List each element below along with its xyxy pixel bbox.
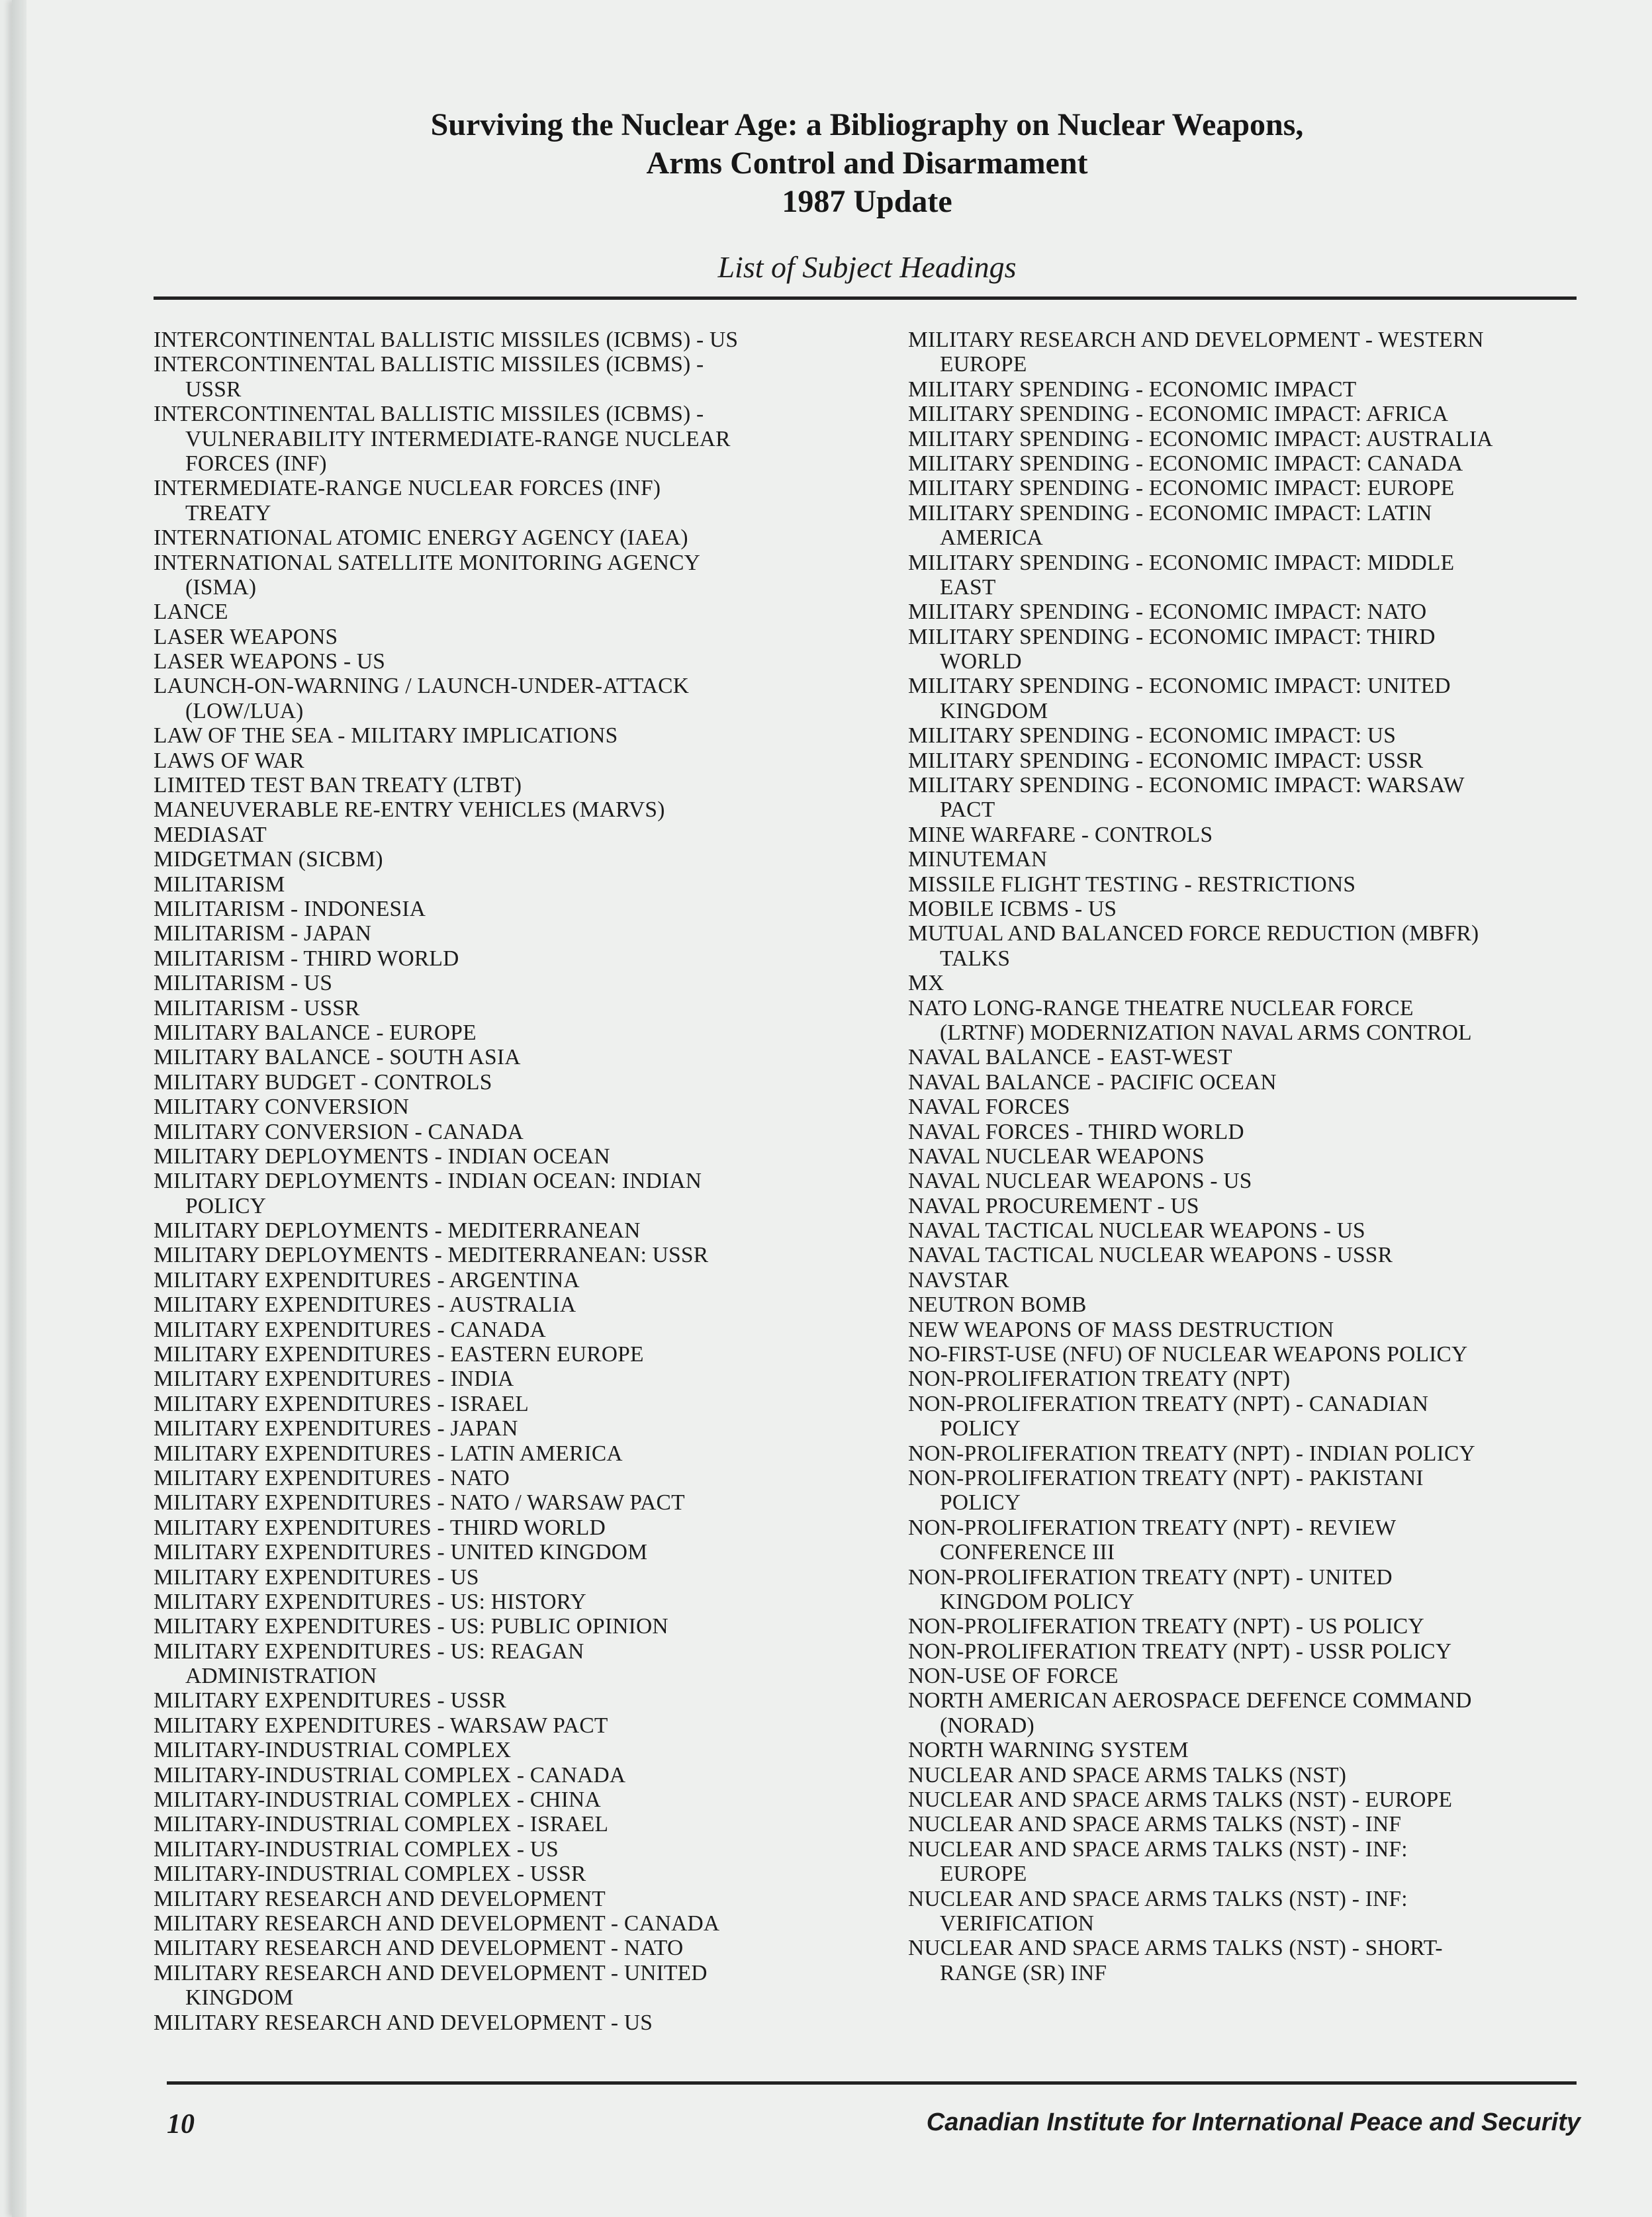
subject-heading: MILITARY SPENDING - ECONOMIC IMPACT [908, 377, 1357, 402]
subject-heading: MILITARY RESEARCH AND DEVELOPMENT - CANADA [154, 1911, 720, 1936]
subject-heading: LAWS OF WAR [154, 748, 304, 773]
subject-heading: INTERCONTINENTAL BALLISTIC MISSILES (ICBMS) - [154, 402, 704, 427]
subject-heading: MILITARY-INDUSTRIAL COMPLEX - CANADA [154, 1762, 626, 1787]
subject-heading: NORTH AMERICAN AEROSPACE DEFENCE COMMAND [908, 1688, 1472, 1713]
subject-heading: NUCLEAR AND SPACE ARMS TALKS (NST) [908, 1762, 1347, 1787]
subject-heading: MILITARY EXPENDITURES - INDIA [154, 1367, 514, 1392]
subject-heading: MILITARY DEPLOYMENTS - INDIAN OCEAN: INDIAN [154, 1169, 702, 1194]
subject-heading: MILITARY SPENDING - ECONOMIC IMPACT: NATO [908, 600, 1427, 625]
heading-continuation: CONFERENCE III [940, 1540, 1115, 1565]
right-column [908, 328, 1577, 1985]
subject-heading: MILITARY RESEARCH AND DEVELOPMENT - US [154, 2010, 653, 2035]
subject-heading: MILITARY EXPENDITURES - AUSTRALIA [154, 1292, 576, 1318]
subject-heading: MILITARY SPENDING - ECONOMIC IMPACT: UNITED [908, 674, 1451, 699]
subject-heading: INTERMEDIATE-RANGE NUCLEAR FORCES (INF) [154, 476, 661, 501]
subject-heading: NEW WEAPONS OF MASS DESTRUCTION [908, 1317, 1334, 1342]
heading-continuation: AMERICA [940, 525, 1043, 551]
subject-heading: NAVAL NUCLEAR WEAPONS [908, 1144, 1205, 1169]
subject-heading: NON-PROLIFERATION TREATY (NPT) [908, 1367, 1291, 1392]
heading-continuation: FORCES (INF) [185, 451, 327, 476]
subject-heading: INTERCONTINENTAL BALLISTIC MISSILES (ICBMS) - US [154, 328, 739, 352]
title-line-2: Arms Control and Disarmament [646, 146, 1088, 181]
subject-heading: MILITARY DEPLOYMENTS - MEDITERRANEAN [154, 1218, 641, 1244]
heading-continuation: KINGDOM POLICY [940, 1589, 1135, 1614]
heading-continuation: KINGDOM [940, 698, 1048, 723]
subject-heading: LIMITED TEST BAN TREATY (LTBT) [154, 773, 522, 798]
section-subtitle: List of Subject Headings [717, 250, 1017, 284]
subject-heading: MILITARY EXPENDITURES - LATIN AMERICA [154, 1441, 623, 1466]
subject-heading: MILITARY CONVERSION - CANADA [154, 1119, 524, 1144]
subject-heading: MINE WARFARE - CONTROLS [908, 822, 1213, 847]
subject-heading: NON-PROLIFERATION TREATY (NPT) - PAKISTANI [908, 1465, 1424, 1490]
subject-heading: MILITARISM - THIRD WORLD [154, 946, 459, 971]
subject-heading: NAVAL TACTICAL NUCLEAR WEAPONS - USSR [908, 1243, 1393, 1268]
subject-heading: MILITARY EXPENDITURES - CANADA [154, 1317, 546, 1342]
subject-heading: MILITARY BUDGET - CONTROLS [154, 1069, 492, 1095]
title-line-1: Surviving the Nuclear Age: a Bibliography on Nuclear Weapons, [430, 107, 1304, 142]
heading-continuation: VULNERABILITY INTERMEDIATE-RANGE NUCLEAR [185, 426, 731, 451]
heading-continuation: EUROPE [940, 352, 1027, 377]
heading-continuation: RANGE (SR) INF [940, 1960, 1107, 1985]
subject-heading: MILITARY EXPENDITURES - JAPAN [154, 1416, 518, 1441]
subject-heading: MILITARY EXPENDITURES - NATO / WARSAW PACT [154, 1490, 685, 1516]
subject-heading: NAVAL PROCUREMENT - US [908, 1193, 1199, 1218]
subject-heading: MILITARISM - JAPAN [154, 921, 372, 946]
subject-heading: MILITARY-INDUSTRIAL COMPLEX [154, 1738, 512, 1763]
subject-heading: MILITARY EXPENDITURES - US: PUBLIC OPINION [154, 1614, 668, 1639]
heading-continuation: POLICY [940, 1416, 1021, 1441]
subject-heading: MILITARISM [154, 872, 285, 897]
subject-heading: MILITARY EXPENDITURES - NATO [154, 1465, 510, 1490]
subject-heading: MILITARY EXPENDITURES - UNITED KINGDOM [154, 1540, 648, 1565]
page-number: 10 [167, 2109, 195, 2140]
subject-heading: INTERCONTINENTAL BALLISTIC MISSILES (ICBMS) - [154, 352, 704, 377]
heading-continuation: TALKS [940, 946, 1011, 971]
heading-continuation: WORLD [940, 649, 1022, 674]
subject-heading: MILITARY CONVERSION [154, 1095, 410, 1120]
subject-heading: MILITARISM - INDONESIA [154, 896, 426, 921]
subject-heading: NAVAL FORCES - THIRD WORLD [908, 1119, 1244, 1144]
subject-heading: MILITARY EXPENDITURES - ARGENTINA [154, 1267, 580, 1292]
subject-heading: NUCLEAR AND SPACE ARMS TALKS (NST) - INF [908, 1812, 1402, 1837]
subject-heading: NO-FIRST-USE (NFU) OF NUCLEAR WEAPONS POLICY [908, 1342, 1468, 1367]
subject-heading: NAVAL TACTICAL NUCLEAR WEAPONS - US [908, 1218, 1365, 1244]
subject-heading: MILITARY EXPENDITURES - US: REAGAN [154, 1639, 584, 1664]
subject-heading: NEUTRON BOMB [908, 1292, 1087, 1318]
subject-heading: MILITARISM - US [154, 971, 333, 996]
subject-heading: NAVAL BALANCE - PACIFIC OCEAN [908, 1069, 1277, 1095]
subject-heading: LAW OF THE SEA - MILITARY IMPLICATIONS [154, 723, 618, 748]
subject-heading: MILITARY SPENDING - ECONOMIC IMPACT: AFRICA [908, 402, 1449, 427]
subject-heading: MEDIASAT [154, 822, 267, 847]
subject-heading: NON-PROLIFERATION TREATY (NPT) - US POLICY [908, 1614, 1424, 1639]
subject-heading: LAUNCH-ON-WARNING / LAUNCH-UNDER-ATTACK [154, 674, 690, 699]
subject-heading: LASER WEAPONS [154, 624, 338, 649]
subject-heading: INTERNATIONAL SATELLITE MONITORING AGENCY [154, 550, 701, 575]
bottom-rule [167, 2081, 1577, 2085]
subject-heading: MX [908, 971, 944, 996]
subject-heading: LANCE [154, 600, 228, 625]
heading-continuation: PACT [940, 797, 995, 823]
subject-heading: MILITARY DEPLOYMENTS - MEDITERRANEAN: USSR [154, 1243, 709, 1268]
subject-heading: MILITARY SPENDING - ECONOMIC IMPACT: US [908, 723, 1397, 748]
subject-heading: MANEUVERABLE RE-ENTRY VEHICLES (MARVS) [154, 797, 665, 823]
subject-heading: MILITARY EXPENDITURES - ISRAEL [154, 1391, 529, 1416]
subject-heading: MIDGETMAN (SICBM) [154, 847, 383, 872]
heading-continuation: EUROPE [940, 1862, 1027, 1887]
heading-continuation: (LOW/LUA) [185, 698, 304, 723]
subject-heading: MILITARY-INDUSTRIAL COMPLEX - CHINA [154, 1787, 601, 1813]
subject-heading: MILITARY DEPLOYMENTS - INDIAN OCEAN [154, 1144, 610, 1169]
subject-heading: MILITARY RESEARCH AND DEVELOPMENT - NATO [154, 1936, 684, 1961]
subject-heading: MILITARY EXPENDITURES - USSR [154, 1688, 507, 1713]
left-column [154, 328, 882, 2035]
subject-heading: NUCLEAR AND SPACE ARMS TALKS (NST) - EUROPE [908, 1787, 1453, 1813]
subject-heading: MILITARY SPENDING - ECONOMIC IMPACT: USSR [908, 748, 1424, 773]
subject-heading: NON-USE OF FORCE [908, 1664, 1119, 1689]
heading-continuation: (NORAD) [940, 1713, 1034, 1738]
subject-heading: MILITARY EXPENDITURES - THIRD WORLD [154, 1515, 606, 1540]
subject-heading: MILITARY-INDUSTRIAL COMPLEX - ISRAEL [154, 1812, 609, 1837]
subject-heading: MILITARY SPENDING - ECONOMIC IMPACT: LATIN [908, 500, 1432, 525]
subject-heading: MISSILE FLIGHT TESTING - RESTRICTIONS [908, 872, 1356, 897]
subject-heading: MILITARY SPENDING - ECONOMIC IMPACT: THIRD [908, 624, 1436, 649]
subject-heading: NORTH WARNING SYSTEM [908, 1738, 1189, 1763]
subject-heading: NON-PROLIFERATION TREATY (NPT) - USSR POLICY [908, 1639, 1452, 1664]
subject-heading: LASER WEAPONS - US [154, 649, 386, 674]
subject-heading: NAVAL BALANCE - EAST-WEST [908, 1045, 1232, 1070]
subject-heading: MUTUAL AND BALANCED FORCE REDUCTION (MBFR) [908, 921, 1479, 946]
subject-heading: MOBILE ICBMS - US [908, 896, 1117, 921]
subject-heading: MILITARY RESEARCH AND DEVELOPMENT - UNITED [154, 1960, 708, 1985]
heading-continuation: EAST [940, 574, 996, 600]
subject-heading: MILITARY SPENDING - ECONOMIC IMPACT: AUSTRALIA [908, 426, 1493, 451]
subject-heading: NUCLEAR AND SPACE ARMS TALKS (NST) - INF: [908, 1886, 1408, 1911]
subject-heading: MILITARY RESEARCH AND DEVELOPMENT [154, 1886, 606, 1911]
subject-heading: MILITARY SPENDING - ECONOMIC IMPACT: MIDDLE [908, 550, 1455, 575]
subject-heading: NATO LONG-RANGE THEATRE NUCLEAR FORCE [908, 995, 1414, 1020]
subject-heading: MILITARY EXPENDITURES - EASTERN EUROPE [154, 1342, 644, 1367]
subject-heading: MILITARY SPENDING - ECONOMIC IMPACT: CANADA [908, 451, 1463, 476]
page-edge [12, 0, 26, 2217]
subject-heading: MINUTEMAN [908, 847, 1048, 872]
heading-continuation: POLICY [185, 1193, 267, 1218]
heading-continuation: (LRTNF) MODERNIZATION NAVAL ARMS CONTROL [940, 1020, 1472, 1045]
subject-heading: INTERNATIONAL ATOMIC ENERGY AGENCY (IAEA) [154, 525, 688, 551]
subject-heading: NAVAL FORCES [908, 1095, 1070, 1120]
subject-heading: NON-PROLIFERATION TREATY (NPT) - INDIAN POLICY [908, 1441, 1475, 1466]
title-line-3: 1987 Update [782, 184, 952, 219]
heading-continuation: USSR [185, 377, 242, 402]
subject-heading: MILITARY SPENDING - ECONOMIC IMPACT: WARSAW [908, 773, 1465, 798]
document-title [172, 106, 1562, 221]
subject-heading: MILITARY RESEARCH AND DEVELOPMENT - WESTERN [908, 328, 1484, 352]
subject-heading: MILITARY EXPENDITURES - US: HISTORY [154, 1589, 586, 1614]
subject-heading: MILITARY EXPENDITURES - US [154, 1564, 479, 1590]
subject-heading: NAVAL NUCLEAR WEAPONS - US [908, 1169, 1252, 1194]
subject-heading: MILITARY SPENDING - ECONOMIC IMPACT: EUROPE [908, 476, 1455, 501]
subject-heading: NON-PROLIFERATION TREATY (NPT) - CANADIAN [908, 1391, 1429, 1416]
heading-continuation: VERIFICATION [940, 1911, 1095, 1936]
subject-heading: NON-PROLIFERATION TREATY (NPT) - REVIEW [908, 1515, 1397, 1540]
subject-heading: MILITARY EXPENDITURES - WARSAW PACT [154, 1713, 608, 1738]
heading-continuation: POLICY [940, 1490, 1021, 1516]
subject-heading: NUCLEAR AND SPACE ARMS TALKS (NST) - SHORT- [908, 1936, 1443, 1961]
subject-heading: NAVSTAR [908, 1267, 1009, 1292]
subject-heading: MILITARY BALANCE - EUROPE [154, 1020, 477, 1045]
heading-continuation: TREATY [185, 500, 271, 525]
heading-continuation: ADMINISTRATION [185, 1664, 377, 1689]
subject-heading: MILITARY-INDUSTRIAL COMPLEX - USSR [154, 1862, 586, 1887]
subject-heading: NUCLEAR AND SPACE ARMS TALKS (NST) - INF: [908, 1836, 1408, 1862]
heading-continuation: KINGDOM [185, 1985, 294, 2011]
top-rule [154, 296, 1577, 300]
heading-continuation: (ISMA) [185, 574, 257, 600]
subject-heading: NON-PROLIFERATION TREATY (NPT) - UNITED [908, 1564, 1393, 1590]
footer-institute: Canadian Institute for International Peace and Security [926, 2108, 1581, 2136]
subject-heading: MILITARISM - USSR [154, 995, 360, 1020]
subject-heading: MILITARY-INDUSTRIAL COMPLEX - US [154, 1836, 559, 1862]
subject-heading: MILITARY BALANCE - SOUTH ASIA [154, 1045, 521, 1070]
